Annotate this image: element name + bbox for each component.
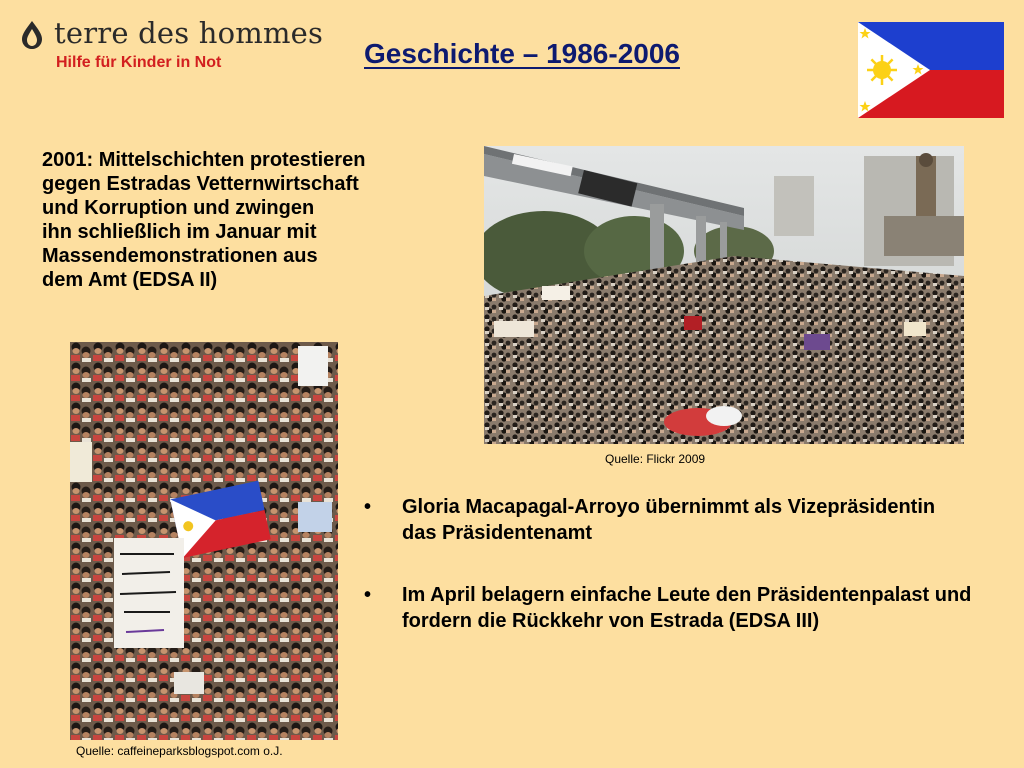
page-title: Geschichte – 1986-2006 — [364, 38, 680, 69]
photo-caption: Quelle: caffeineparksblogspot.com o.J. — [76, 744, 283, 758]
organization-tagline: Hilfe für Kinder in Not — [56, 54, 222, 71]
bullet-item — [362, 494, 972, 546]
bullet-text: Gloria Macapagal-Arroyo übernimmt als Vizepräsidentin das Präsidentenamt — [402, 496, 936, 544]
bullet-marker: • — [364, 584, 372, 606]
crowd-protest-photo-image — [484, 146, 964, 444]
organization-logo — [20, 16, 324, 78]
intro-paragraph: 2001: Mittelschichten protestieren gegen Estradas Vetternwirtschaft und Korruption und zwingen ihn schließlich im Januar mit Massendemonstrationen aus dem Amt (EDSA II) — [42, 149, 366, 291]
protest-crowd-with-flag-photo-image — [70, 342, 338, 740]
crowd-protest-photo — [484, 146, 964, 444]
bullet-list — [362, 494, 972, 670]
bullet-item — [362, 582, 972, 634]
flame-drop-icon — [20, 20, 44, 50]
philippines-flag-icon — [858, 22, 1004, 118]
bullet-marker: • — [364, 496, 372, 518]
photo-caption: Quelle: Flickr 2009 — [605, 452, 706, 466]
bullet-text: Im April belagern einfache Leute den Präsidentenpalast und fordern die Rückkehr von Estrada (EDSA III) — [402, 584, 972, 632]
organization-name: terre des hommes — [54, 16, 324, 50]
protest-crowd-with-flag-photo — [70, 342, 338, 740]
